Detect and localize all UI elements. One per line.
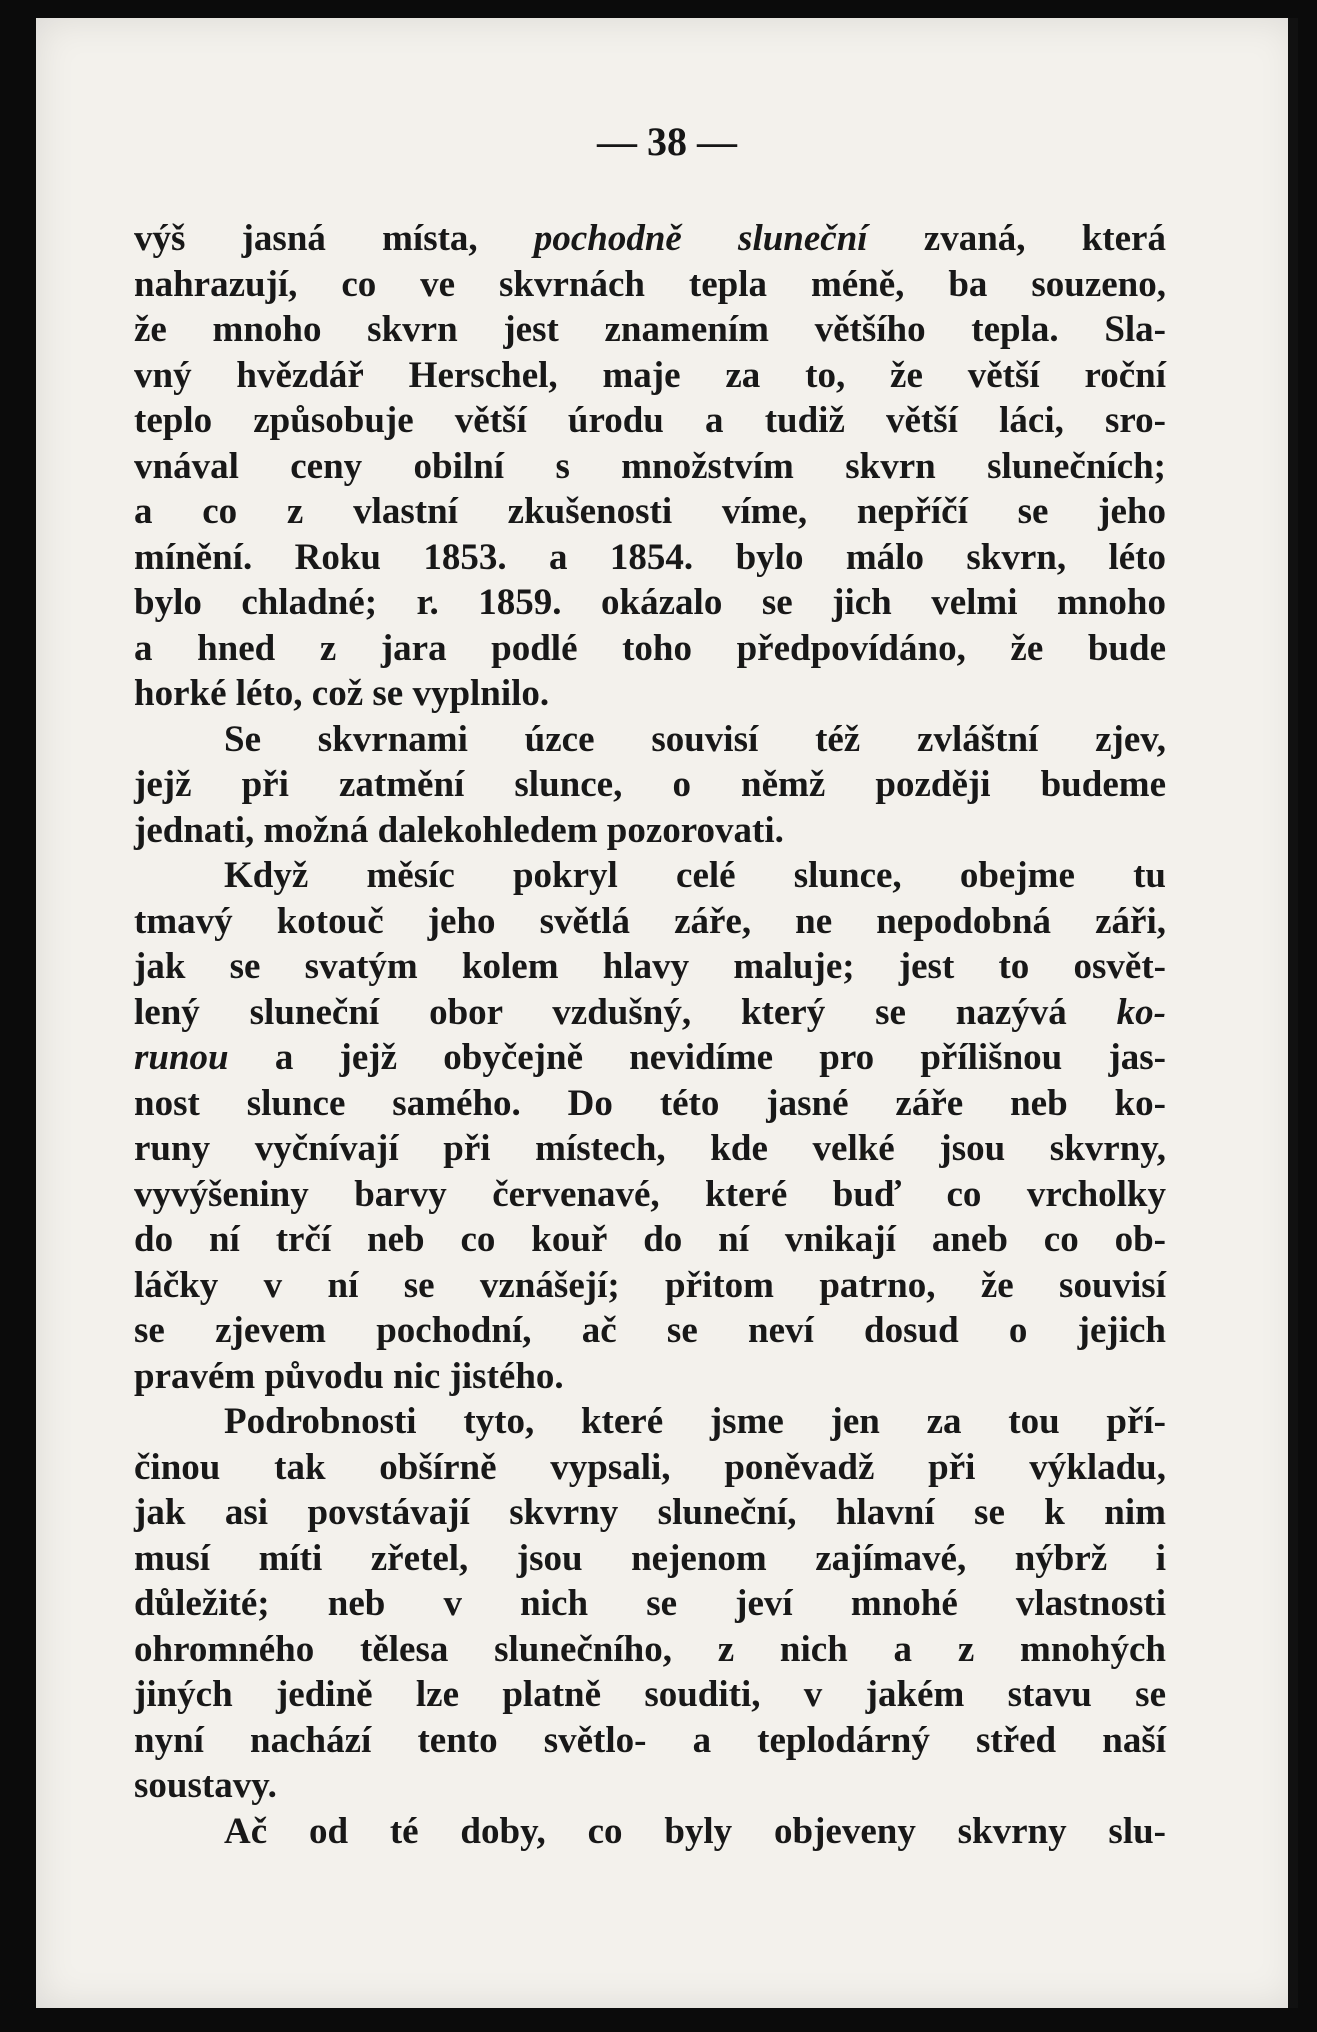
text-line: činou tak obšírně vypsali, poněvadž při výkladu,	[134, 1446, 1166, 1488]
text-line: lený sluneční obor vzdušný, který se nazývá ko-	[134, 991, 1166, 1033]
text-line: výš jasná místa, pochodně sluneční zvaná, která	[134, 218, 1166, 259]
text-line: do ní trčí neb co kouř do ní vnikají aneb co ob-	[134, 1219, 1166, 1260]
text-line: nahrazují, co ve skvrnách tepla méně, ba souzeno,	[134, 263, 1166, 305]
text-line: láčky v ní se vznášejí; přitom patrno, že souvisí	[134, 1264, 1166, 1306]
text-line: Když měsíc pokryl celé slunce, obejme tu	[224, 855, 1166, 896]
text-line: soustavy.	[134, 1765, 277, 1806]
text-line: horké léto, což se vyplnilo.	[134, 673, 550, 714]
italic-term: ko-	[1116, 991, 1166, 1033]
text-line: musí míti zřetel, jsou nejenom zajímavé, nýbrž i	[134, 1537, 1166, 1579]
italic-term: pochodně sluneční	[533, 218, 868, 259]
text-line: a co z vlastní zkušenosti víme, nepříčí se jeho	[134, 491, 1166, 532]
text-line: nyní nachází tento světlo- a teplodárný střed naší	[134, 1719, 1166, 1761]
text-line: Se skvrnami úzce souvisí též zvláštní zjev,	[224, 718, 1166, 760]
text-line: vný hvězdář Herschel, maje za to, že větší roční	[134, 354, 1166, 396]
book-page	[36, 18, 1298, 2008]
text-line: jednati, možná dalekohledem pozorovati.	[134, 809, 784, 851]
text-line: Ač od té doby, co byly objeveny skvrny slu-	[224, 1810, 1166, 1852]
body-text	[134, 216, 1166, 1854]
text-line: jejž při zatmění slunce, o němž později budeme	[134, 764, 1166, 805]
page-edge-shadow	[1288, 18, 1298, 2008]
text-line: mínění. Roku 1853. a 1854. bylo málo skvrn, léto	[134, 536, 1166, 578]
text-line: a hned z jara podlé toho předpovídáno, že bude	[134, 627, 1166, 669]
text-line: Podrobnosti tyto, které jsme jen za tou pří-	[224, 1401, 1166, 1442]
text-line: nost slunce samého. Do této jasné záře neb ko-	[134, 1082, 1166, 1124]
text-line: jiných jedině lze platně souditi, v jakém stavu se	[134, 1674, 1166, 1715]
text-line: důležité; neb v nich se jeví mnohé vlastnosti	[134, 1583, 1166, 1624]
text-line: runou a jejž obyčejně nevidíme pro přílišnou jas-	[134, 1037, 1166, 1078]
text-line: tmavý kotouč jeho světlá záře, ne nepodobná záři,	[134, 900, 1166, 942]
text-line: ohromného tělesa slunečního, z nich a z mnohých	[134, 1628, 1166, 1670]
text-line: pravém původu nic jistého.	[134, 1355, 564, 1397]
text-line: vyvýšeniny barvy červenavé, které buď co vrcholky	[134, 1173, 1166, 1215]
text-line: jak asi povstávají skvrny sluneční, hlavní se k nim	[134, 1492, 1166, 1533]
text-line: vnával ceny obilní s množstvím skvrn slunečních;	[134, 445, 1166, 487]
text-line: se zjevem pochodní, ač se neví dosud o jejich	[134, 1310, 1166, 1351]
text-line: že mnoho skvrn jest znamením většího tepla. Sla-	[134, 309, 1166, 350]
italic-term: runou	[134, 1037, 229, 1078]
text-line: bylo chladné; r. 1859. okázalo se jich velmi mnoho	[134, 582, 1166, 623]
text-line: runy vyčnívají při místech, kde velké jsou skvrny,	[134, 1128, 1166, 1169]
text-line: jak se svatým kolem hlavy maluje; jest to osvět-	[134, 946, 1166, 987]
page-number: — 38 —	[597, 119, 737, 164]
text-line: teplo způsobuje větší úrodu a tudiž větší láci, sro-	[134, 400, 1166, 441]
